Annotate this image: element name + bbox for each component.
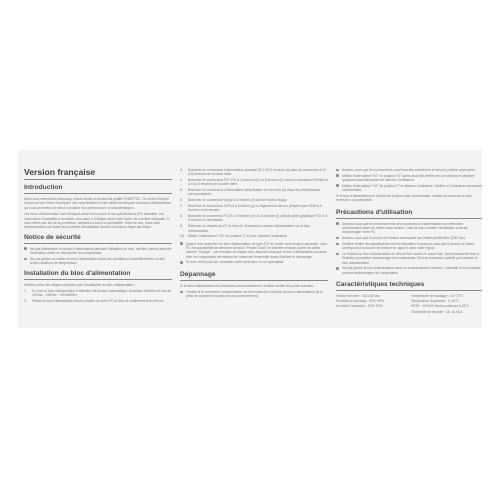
list-item: Ne pas garder le bloc d'alimentation dans un environnement humide. L'humidité et la poussière peuvent endommager les composants. bbox=[336, 266, 482, 275]
troubleshooting-closing: Si le bloc d'alimentation ne fonctionne toujours pas correctement, veuillez le retourner à votre revendeur ou spécialiste. bbox=[336, 193, 472, 203]
spec-cell: Température de stockage : -20~70°C bbox=[411, 294, 464, 299]
list-item: 6. Branchez le connecteur floppy à 4 broches (f) dans le lecteur floppy. bbox=[180, 198, 288, 203]
troubleshooting-checks bbox=[336, 168, 482, 192]
list-item: 2. Placez le bloc d'alimentation dans le boîtier de votre PC et fixez-le solidement avec les vis. bbox=[24, 299, 165, 304]
installation-intro: Veuillez suivre les étapes suivantes pour l'installation du bloc d'alimentation : bbox=[24, 282, 136, 287]
section-divider bbox=[24, 243, 172, 244]
column-middle bbox=[180, 168, 328, 300]
list-item: Assurez-vous que les connecteurs sont branchés solidement et dans la position appropriée. bbox=[336, 168, 482, 172]
list-item: 1. Si c'est un bloc d'alimentation à sélection de tension automatique, la tension d'entrée AC est de 100Vac - 240Vac ~ 50Hz/60Hz. bbox=[24, 288, 171, 298]
list-item: Mettez l'interrupteur "I/O" en position "O" après avoir fait vérifier les connexions et attendez quelques secondes avant de rallumer l'ordinateur. bbox=[336, 174, 482, 183]
list-item: 7. Branchez le connecteur SATA à 5 broches (g) ou légèrement dans le périphérique SATA à 5 broches à nécessaire. bbox=[180, 204, 322, 213]
precautions-list bbox=[336, 222, 482, 275]
note-list bbox=[180, 242, 328, 265]
intro-paragraph: Nous vous remercions beaucoup d'avoir choisi un produit de qualité CHIEFTEC. Ce mode d'emploi comprend une brève description des spécifications et des détails techniques des blocs d'alimentation qui vous permettra de mieux connaître leur performance et caractéristiques. bbox=[24, 197, 172, 210]
list-item: Assurez-vous que les branchements des connecteurs d'alimentation sont effectués correctement avant de mettre sous tension. Dans le cas contraire l'installation pourrait endommager votre PC. bbox=[336, 222, 482, 235]
section-heading-precautions: Précautions d'utilisation bbox=[336, 208, 413, 216]
intro-paragraph: Les blocs d'alimentation sont fabriqués selon les normes et les spécifications ATX actuelles. Les instructions d'installation devraient vous aider à l'intégrer dans votre boîtier de manière adéquate. Si vous n'êtes pas sûr de la procédure, adressez-vous à un spécialiste. Dans ce cas, nous vous recommandons de suivre la procédure d'installation décrite ci-dessous étape par étape. bbox=[24, 212, 170, 230]
section-heading-specifications: Caractéristiques techniques bbox=[336, 281, 425, 289]
section-divider bbox=[180, 280, 328, 281]
section-divider bbox=[336, 290, 482, 291]
spec-cell: Humidité d'opération : 20%~90% bbox=[336, 304, 383, 309]
list-item: Ne pas débrancher le cordon d'alimentation pendant l'utilisation du bloc, veuillez d'abord éteindre l'ordinateur avant de débrancher les composants. bbox=[24, 247, 172, 256]
spec-cell: Humidité de stockage : 20%~90% bbox=[336, 299, 384, 304]
troubleshooting-intro: Si le bloc d'alimentation ne fonctionne pas correctement, veuillez vérifier les points suivants : bbox=[180, 283, 315, 288]
installation-steps bbox=[24, 289, 172, 303]
list-item: Vérifiez si le connecteur d'alimentation est bien branché à l'arrière du bloc d'alimentation (si la prise de courant ne fonctionne pas correctement). bbox=[180, 290, 328, 299]
title-divider bbox=[24, 179, 172, 180]
list-item: 4. Branchez le connecteur ATX 12V à 4 broches (b) ou 8 broches (c) dans le connecteur Pentium4 à 4 ou 8 broches de la carte mère. bbox=[180, 178, 328, 187]
list-item: Quand vous branchez un bloc d'alimentation de type ATX en mode sans fonction autorisée, votre PC est susceptible de démarrer (tension "Power Good") et d'arrêter ensuite (l'arrêt est défini comme "Charge" : par exemple un disque dur). Assurez-vous que le bloc d'alimentation possède bien les composants permettant de connecter l'ensemble avant d'activer le démarrage. bbox=[180, 242, 328, 259]
specifications-table bbox=[336, 294, 482, 314]
spec-cell bbox=[336, 310, 407, 314]
troubleshooting-list bbox=[180, 290, 328, 299]
list-item: 8. Branchez le connecteur PCI-E à 6 broches (h) ou 8 broches (i) dans la carte graphique PCI-E à 6 broches si nécessaire. bbox=[180, 214, 328, 223]
list-item: 10. Mettez l'interrupteur "I/O" en position "I" et puis, allumez l'ordinateur. bbox=[180, 234, 288, 239]
page-title: Version française bbox=[24, 167, 96, 177]
spec-cell: Tension d'entrée : 100-240 Vac bbox=[336, 294, 380, 299]
section-heading-introduction: Introduction bbox=[24, 184, 63, 191]
section-divider bbox=[24, 279, 172, 280]
installation-steps-continued bbox=[180, 168, 328, 239]
safety-list bbox=[24, 247, 172, 266]
list-item: 5. Branchez le connecteur d'alimentation périphérique à 4 broches (d) dans les périphériques correspondants. bbox=[180, 188, 321, 197]
list-item: Si vous n'êtes pas sûr, contactez votre revendeur ou un spécialiste. bbox=[180, 260, 328, 264]
spec-cell: Température d'opération : 0~40°C bbox=[411, 299, 459, 304]
column-right bbox=[336, 150, 482, 314]
spec-cell: Conformité de sécurité : CE, UL/cUL bbox=[411, 309, 463, 314]
manual-page-band bbox=[18, 150, 482, 328]
section-divider bbox=[336, 218, 482, 219]
list-item: Veuillez vérifier les spécifications sur les étiquettes et assurez-vous que la tension d'entrée correspond à la source de tension en vigueur dans votre région. bbox=[336, 242, 482, 251]
section-heading-troubleshooting: Dépannage bbox=[180, 270, 216, 278]
list-item: Le châssis du bloc d'alimentation ne devrait être ouvert en aucun cas. Des tensions élevées à l'intérieur pourraient endommager les composants. Seul un technicien qualifié peut réparer le bloc d'alimentation. bbox=[336, 252, 482, 265]
list-item: Mettez l'interrupteur "I/O" en position "I" et allumez l'ordinateur. Vérifiez si l'ordinateur fonctionne correctement. bbox=[336, 184, 482, 193]
column-left bbox=[24, 150, 172, 305]
list-item: Assurez-vous que la source de tension correspond aux limites prédéfinies (230 Vac). bbox=[336, 236, 482, 240]
list-item: Ne pas garder ou utiliser le bloc d'alimentation dans des conditions d'humidité élevée ou des fortes variations de température. bbox=[24, 257, 172, 266]
list-item: 9. Refermez le châssis du PC et fixez-le. Branchez le cordon d'alimentation sur le bloc d'alimentation. bbox=[180, 224, 311, 233]
list-item: 3. Branchez le connecteur d'alimentation principal ATX 20+4 broches (a) dans le connecteur à 24 (20) broches de la carte mère. bbox=[180, 168, 326, 177]
section-heading-installation: Installation du bloc d'alimentation bbox=[24, 269, 131, 277]
section-divider bbox=[24, 193, 172, 194]
section-heading-safety: Notice de sécurité bbox=[24, 233, 81, 241]
spec-cell: MTBF : 100.000 heures minimum à 25°C bbox=[411, 304, 469, 309]
